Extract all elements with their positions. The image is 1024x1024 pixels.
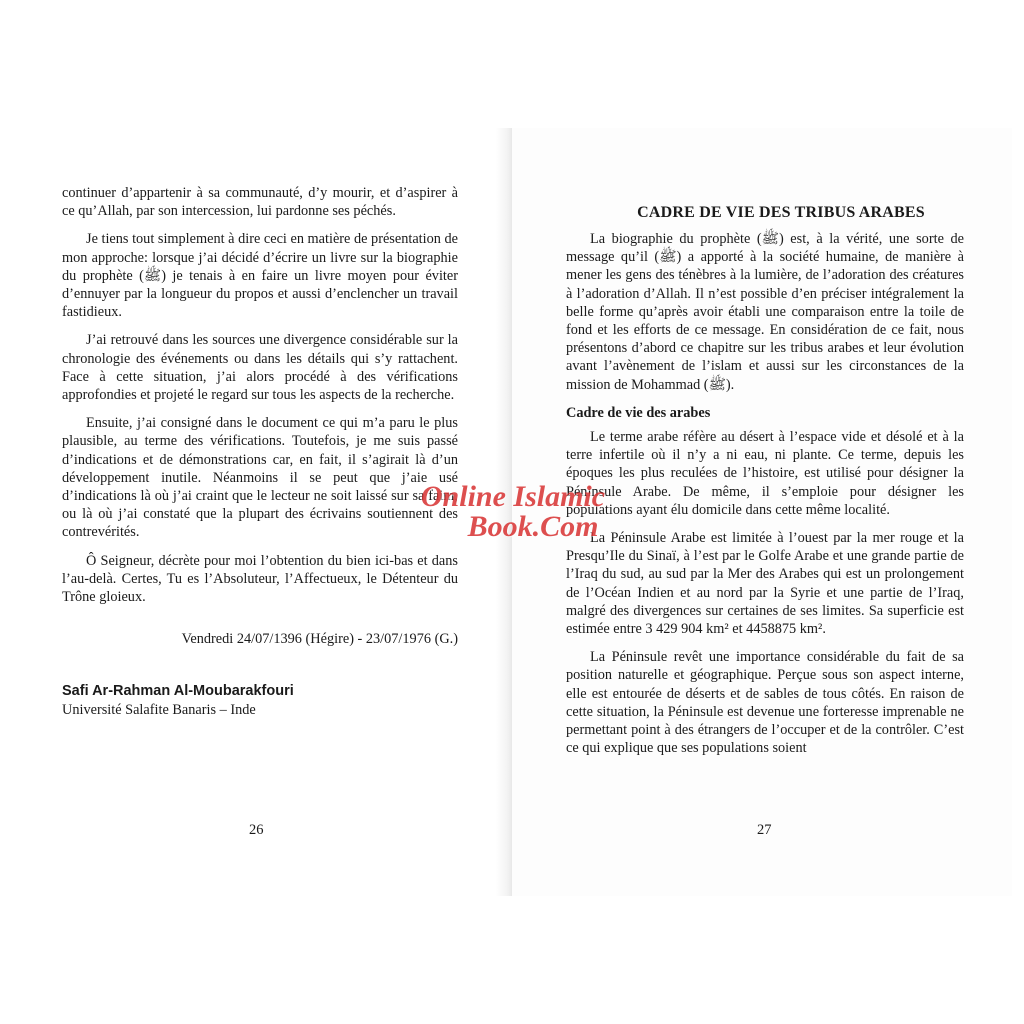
right-page-body — [566, 230, 964, 767]
watermark-line-1: Online Islamic — [420, 480, 606, 513]
watermark-line-2: Book.Com — [467, 510, 599, 543]
section-heading: Cadre de vie des arabes — [566, 404, 711, 421]
page-number-left: 26 — [249, 822, 264, 838]
author-name: Safi Ar-Rahman Al-Moubarakfouri — [62, 683, 294, 700]
left-paragraph-2: Je tiens tout simplement à dire ceci en matière de présentation de mon approche: lorsque j’ai décidé d’écrire un livre sur la biographie du prophète (ﷺ) je tenais à en faire un livre moyen pour éviter d’ennuyer par la longueur du propos et aussi d’enclencher un travail fastidieux. — [62, 231, 458, 321]
left-page-body — [62, 184, 458, 719]
date-line: Vendredi 24/07/1396 (Hégire) - 23/07/1976 (G.) — [181, 631, 458, 648]
author-affiliation: Université Salafite Banaris – Inde — [62, 701, 256, 718]
right-page — [512, 128, 1012, 896]
left-paragraph-1: continuer d’appartenir à sa communauté, d’y mourir, et d’aspirer à ce qu’Allah, par son intercession, lui pardonne ses péchés. — [62, 185, 458, 220]
page-number-right: 27 — [757, 822, 772, 838]
left-paragraph-5: Ô Seigneur, décrète pour moi l’obtention du bien ici-bas et dans l’au-delà. Certes, Tu es l’Absoluteur, l’Affectueux, le Détenteur du Trône gloieux. — [62, 552, 458, 606]
right-paragraph-3: La Péninsule revêt une importance considérable du fait de sa position naturelle et géographique. Perçue sous son aspect interne, elle est entourée de déserts et de sables de tous côtés. En raison de cette situation, la Péninsule est devenue une forteresse imprenable ne permettant point à des étrangers de l’occuper et de la contrôler. C’est ce qui explique que ses populations soient — [566, 649, 964, 757]
left-paragraph-4: Ensuite, j’ai consigné dans le document ce qui m’a paru le plus plausible, au terme des vérifications. Toutefois, je me suis passé d’indications et de démonstrations car, en fait, il s’agirait là d’un développement inutile. Néanmoins il se peut que j’aie usé d’indications là où j’ai craint que le lecteur ne soit laissé sur sa faim, ou là où j’ai constaté que la plupart des écrivains soutiennent des contrevérités. — [62, 415, 458, 541]
left-page — [14, 128, 508, 896]
right-paragraph-2: La Péninsule Arabe est limitée à l’ouest par la mer rouge et la Presqu’Ile du Sinaï, à l’est par le Golfe Arabe et une grande partie de l’Iraq du sud, au sud par la Mer des Arabes qui est un prolongement de l’Océan Indien et au nord par la Syrie et une partie de l’Iraq, malgré des divergences sur certaines de ses limites. Sa superficie est estimée entre 3 429 904 km² et 4458875 km². — [566, 530, 964, 638]
intro-paragraph: La biographie du prophète (ﷺ) est, à la vérité, une sorte de message qu’il (ﷺ) a apporté à la société humaine, de manière à mener les gens des ténèbres à la lumière, de l’adoration des créatures à l’adoration d’Allah. Il n’est possible d’en préciser intégralement la belle forme qu’après avoir établi une comparaison entre la toile de fond et les efforts de ce message. En considération de ce fait, nous présentons d’abord ce chapitre sur les tribus arabes et leur évolution avant l’avènement de l’islam et aussi sur les circonstances de la mission de Mohammad (ﷺ). — [566, 231, 964, 393]
chapter-title: CADRE DE VIE DES TRIBUS ARABES — [637, 204, 925, 221]
left-paragraph-3: J’ai retrouvé dans les sources une divergence considérable sur la chronologie des événements ou dans les détails qui s’y rattachent. Face à cette situation, j’ai alors procédé à des vérifications approfondies et projeté le regard sur tous les aspects de la recherche. — [62, 332, 458, 404]
right-paragraph-1: Le terme arabe réfère au désert à l’espace vide et désolé et à la terre infertile où il n’y a ni eau, ni plante. Ce terme, depuis les époques les plus reculées de l’histoire, est utilisé pour désigner la Péninsule Arabe. De même, il s’emploie pour désigner les populations ayant élu domicile dans cette même localité. — [566, 429, 964, 518]
